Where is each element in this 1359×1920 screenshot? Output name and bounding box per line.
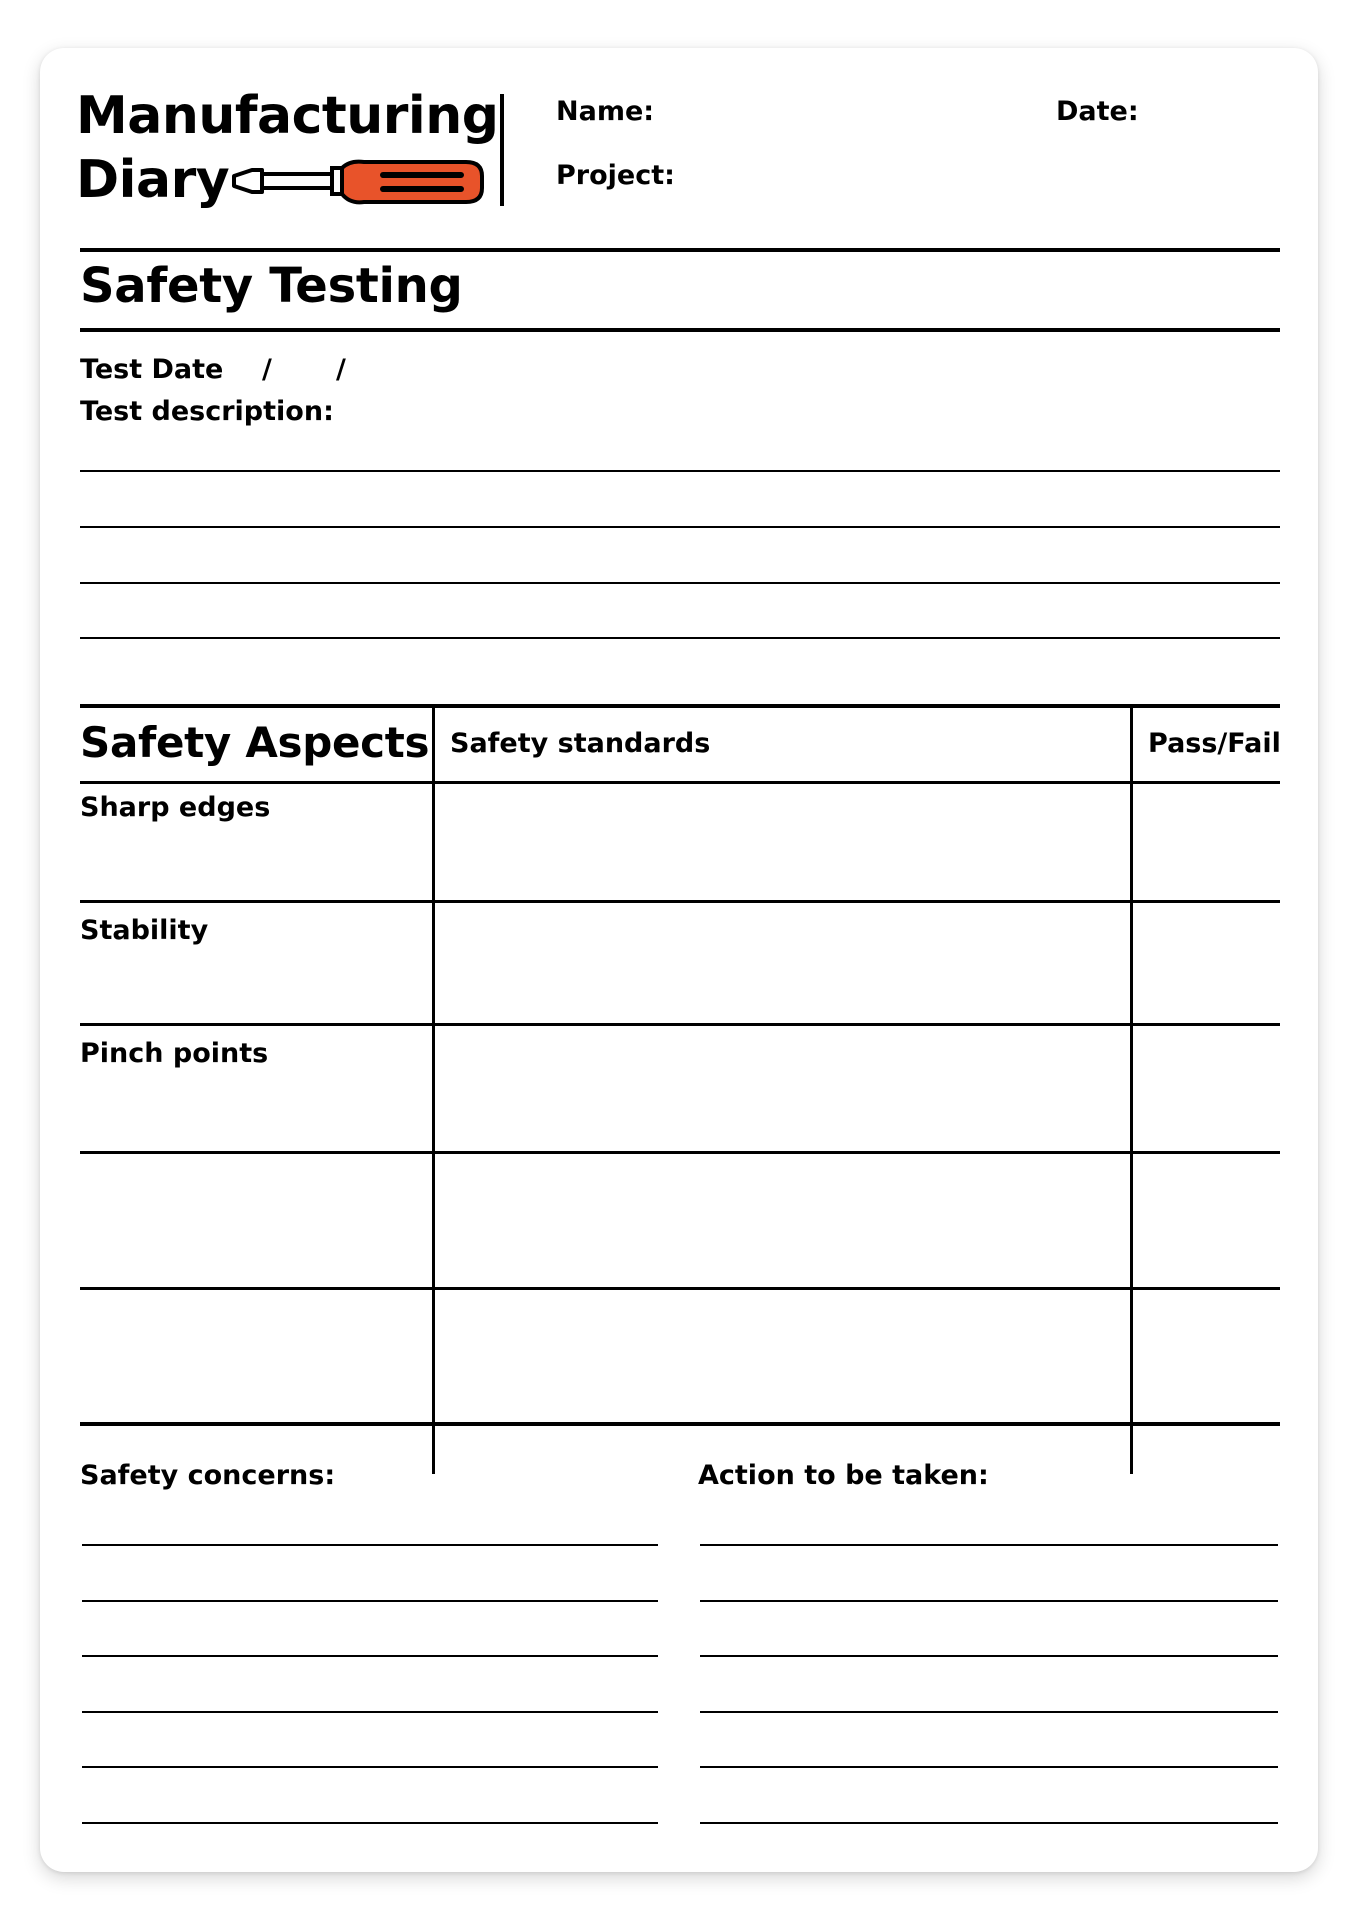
action-line[interactable] [700,1711,1278,1713]
project-label: Project: [556,160,675,191]
safety-testing-title: Safety Testing [80,258,463,314]
date-label: Date: [1056,96,1139,127]
concerns-line[interactable] [82,1655,658,1657]
title-line-2: Diary [76,150,230,210]
description-line[interactable] [80,526,1280,528]
description-line[interactable] [80,582,1280,584]
table-header-rule [80,781,1280,784]
table-row-rule [80,900,1280,903]
concerns-line[interactable] [82,1711,658,1713]
table-rule-bottom [80,1422,1280,1426]
table-rule-top [80,704,1280,708]
safety-standards-header: Safety standards [450,728,711,759]
concerns-line[interactable] [82,1766,658,1768]
action-line[interactable] [700,1600,1278,1602]
section-rule-bottom [80,328,1280,332]
pass-fail-header: Pass/Fail [1148,728,1281,759]
aspect-row-label: Stability [80,915,209,946]
title-line-1: Manufacturing [76,86,499,146]
date-slash-2: / [336,354,346,385]
screwdriver-icon [230,158,492,206]
table-row-rule [80,1287,1280,1290]
aspect-row-label: Sharp edges [80,792,271,823]
action-label: Action to be taken: [698,1460,989,1491]
table-col-divider-1 [432,704,435,1474]
section-rule-top [80,248,1280,252]
table-row-rule [80,1023,1280,1026]
safety-concerns-label: Safety concerns: [80,1460,336,1491]
name-label: Name: [556,96,655,127]
table-row-rule [80,1151,1280,1154]
action-line[interactable] [700,1655,1278,1657]
aspect-row-label: Pinch points [80,1038,269,1069]
diary-sheet [40,48,1318,1872]
safety-aspects-header: Safety Aspects [80,718,430,767]
concerns-line[interactable] [82,1822,658,1824]
action-line[interactable] [700,1822,1278,1824]
description-line[interactable] [80,637,1280,639]
test-date-label: Test Date [80,354,224,385]
header-divider [500,94,504,206]
table-col-divider-2 [1130,704,1133,1474]
description-line[interactable] [80,470,1280,472]
concerns-line[interactable] [82,1544,658,1546]
test-description-label: Test description: [80,396,334,427]
action-line[interactable] [700,1544,1278,1546]
date-slash-1: / [262,354,272,385]
concerns-line[interactable] [82,1600,658,1602]
action-line[interactable] [700,1766,1278,1768]
